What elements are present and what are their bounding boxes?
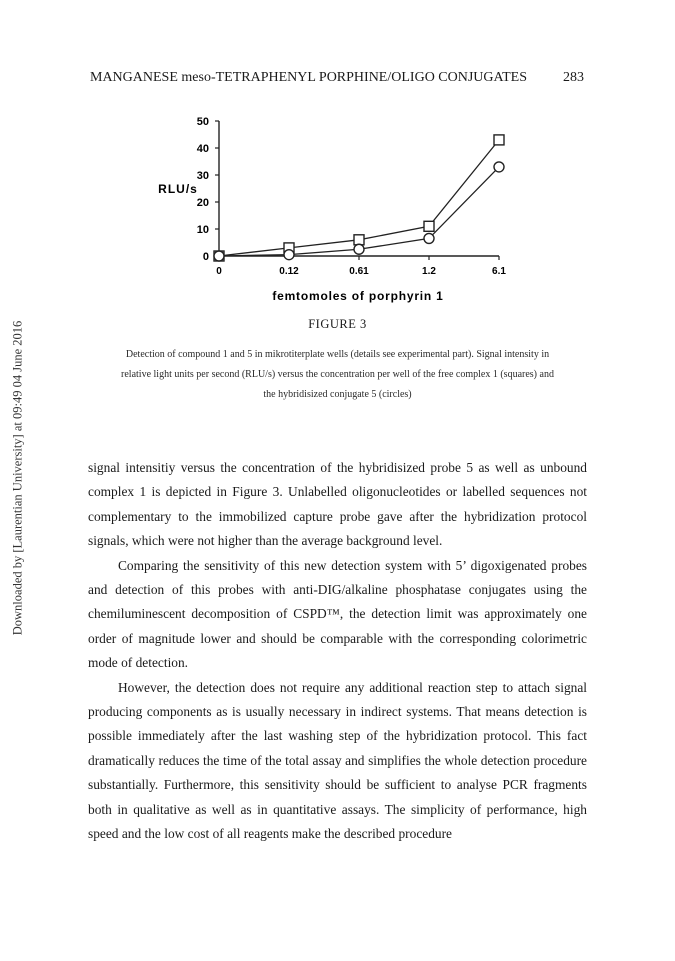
y-axis-group <box>197 116 219 263</box>
download-notice: Downloaded by [Laurentian University] at 09:49 04 June 2016 <box>10 320 25 636</box>
y-tick-label: 0 <box>202 251 209 263</box>
caption-line: the hybridisized conjugate 5 (circles) <box>263 389 412 400</box>
circle-marker <box>284 250 294 260</box>
paragraph: Comparing the sensitivity of this new detection system with 5’ digoxigenated probes and detection of this probes with anti-DIG/alkaline phosphatase conjugates using the chemiluminescent decomposition of CSPD™, the detection limit was approximately one order of magnitude lower and should be comparable with the corresponding colorimetric mode of detection. <box>88 557 587 671</box>
circle-marker <box>214 251 224 261</box>
series-group <box>214 135 504 261</box>
y-tick-label: 20 <box>196 197 209 209</box>
square-marker <box>354 235 364 245</box>
x-axis-group <box>216 256 506 277</box>
x-axis-label: femtomoles of porphyrin 1 <box>272 289 444 303</box>
y-axis-label: RLU/s <box>158 182 198 196</box>
paragraph: signal intensitiy versus the concentration of the hybridisized probe 5 as well as unbound complex 1 is depicted in Figure 3. Unlabelled oligonucleotides or labelled sequences not complementary to the immobilized capture probe gave after the hybridization protocol signals, which were not higher than the average background level. <box>88 460 587 549</box>
caption-line: Detection of compound 1 and 5 in mikrotiterplate wells (details see experimental part). Signal intensity in <box>125 349 550 360</box>
figure-3-chart <box>0 0 675 320</box>
x-tick-label: 0.12 <box>279 266 299 277</box>
square-marker <box>424 221 434 231</box>
y-tick-label: 10 <box>196 224 209 236</box>
figure-label: FIGURE 3 <box>308 317 367 331</box>
x-tick-label: 1.2 <box>422 266 436 277</box>
circle-marker <box>494 162 504 172</box>
y-tick-label: 40 <box>196 143 209 155</box>
x-tick-label: 0 <box>216 266 222 277</box>
x-tick-label: 0.61 <box>349 266 369 277</box>
y-tick-label: 30 <box>196 170 209 182</box>
y-tick-label: 50 <box>196 116 209 128</box>
running-title: MANGANESE meso-TETRAPHENYL PORPHINE/OLIGO CONJUGATES <box>90 70 527 85</box>
caption-line: relative light units per second (RLU/s) versus the concentration per well of the free complex 1 (squares) and <box>121 369 554 380</box>
body-text <box>88 456 587 847</box>
paragraph: However, the detection does not require any additional reaction step to attach signal producing components as is usually necessary in indirect systems. That means detection is possible immediately after the last washing step of the hybridization protocol. This fact dramatically reduces the time of the total assay and simplifies the whole detection procedure substantially. Furthermore, this sensitivity should be sufficient to analyse PCR fragments both in qualitative as well as in quantitative assays. The simplicity of performance, high speed and the low cost of all reagents make the described procedure <box>88 679 587 842</box>
page-number: 283 <box>563 70 584 85</box>
x-tick-label: 6.1 <box>492 266 506 277</box>
square-marker <box>494 135 504 145</box>
circle-marker <box>424 233 434 243</box>
figure-caption <box>86 345 589 405</box>
circle-marker <box>354 244 364 254</box>
